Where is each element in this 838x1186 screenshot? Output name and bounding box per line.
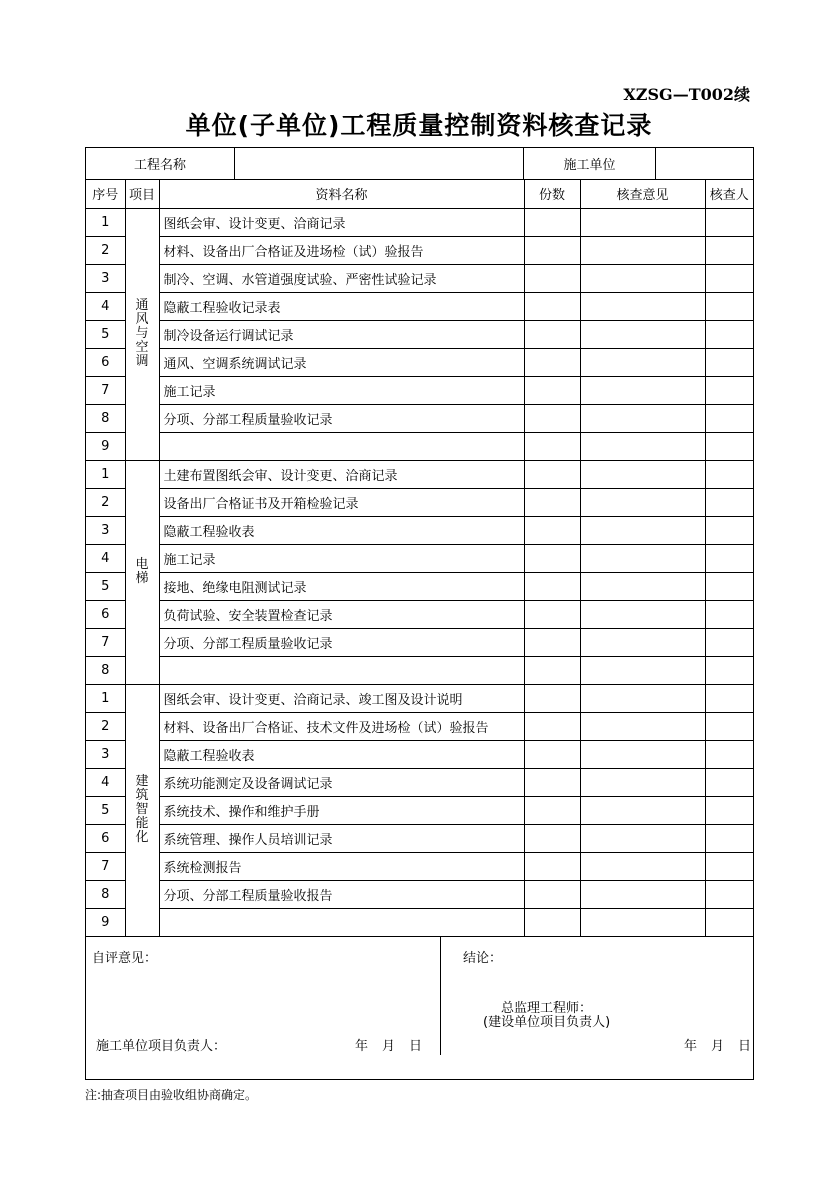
category-label: 建筑智能化	[135, 774, 149, 845]
self-evaluation-label: 自评意见：	[92, 950, 158, 966]
checker-cell[interactable]	[705, 600, 753, 628]
table-row	[86, 712, 753, 740]
construction-unit-label: 施工单位	[524, 148, 656, 179]
table-row	[86, 656, 753, 684]
checker-cell[interactable]	[705, 824, 753, 852]
copies-cell[interactable]	[524, 600, 580, 628]
table-row	[86, 432, 753, 460]
doc-name-cell	[159, 656, 524, 684]
checker-cell[interactable]	[705, 796, 753, 824]
opinion-cell[interactable]	[580, 488, 705, 516]
opinion-cell[interactable]	[580, 628, 705, 656]
checker-cell[interactable]	[705, 740, 753, 768]
year-label: 年	[683, 1038, 697, 1054]
checker-cell[interactable]	[705, 628, 753, 656]
table-row	[86, 208, 753, 236]
opinion-cell[interactable]	[580, 376, 705, 404]
table-row	[86, 292, 753, 320]
date-left	[341, 1035, 422, 1054]
table-row	[86, 768, 753, 796]
copies-cell[interactable]	[524, 572, 580, 600]
opinion-cell[interactable]	[580, 292, 705, 320]
table-row	[86, 880, 753, 908]
table-row	[86, 600, 753, 628]
opinion-header: 核查意见	[580, 180, 705, 208]
row-number: 2	[86, 236, 125, 264]
opinion-cell[interactable]	[580, 684, 705, 712]
project-name-label: 工程名称	[86, 148, 235, 179]
doc-name-cell: 土建布置图纸会审、设计变更、洽商记录	[159, 460, 524, 488]
row-number: 8	[86, 880, 125, 908]
table-row	[86, 628, 753, 656]
doc-name-cell: 分项、分部工程质量验收记录	[159, 404, 524, 432]
opinion-cell[interactable]	[580, 460, 705, 488]
day-label: 日	[737, 1038, 751, 1054]
row-number: 4	[86, 544, 125, 572]
table-row	[86, 852, 753, 880]
copies-cell[interactable]	[524, 880, 580, 908]
document-table	[86, 180, 753, 937]
copies-cell[interactable]	[524, 488, 580, 516]
checker-cell[interactable]	[705, 348, 753, 376]
opinion-cell[interactable]	[580, 516, 705, 544]
conclusion-label: 结论：	[463, 950, 503, 966]
copies-cell[interactable]	[524, 264, 580, 292]
row-number: 7	[86, 628, 125, 656]
copies-cell[interactable]	[524, 824, 580, 852]
checker-cell[interactable]	[705, 656, 753, 684]
responsible-label: 施工单位项目负责人：	[96, 1038, 227, 1054]
copies-cell[interactable]	[524, 908, 580, 936]
doc-name-cell: 系统检测报告	[159, 852, 524, 880]
copies-cell[interactable]	[524, 376, 580, 404]
opinion-cell[interactable]	[580, 880, 705, 908]
checker-cell[interactable]	[705, 880, 753, 908]
table-row	[86, 684, 753, 712]
doc-name-cell: 系统技术、操作和维护手册	[159, 796, 524, 824]
table-row	[86, 796, 753, 824]
checker-cell[interactable]	[705, 544, 753, 572]
opinion-cell[interactable]	[580, 768, 705, 796]
checker-cell[interactable]	[705, 320, 753, 348]
opinion-cell[interactable]	[580, 432, 705, 460]
checker-cell[interactable]	[705, 460, 753, 488]
category-cell	[125, 208, 159, 460]
table-row	[86, 516, 753, 544]
table-row	[86, 824, 753, 852]
opinion-cell[interactable]	[580, 348, 705, 376]
table-row	[86, 488, 753, 516]
opinion-cell[interactable]	[580, 544, 705, 572]
conclusion-cell[interactable]	[441, 937, 753, 1055]
row-number: 6	[86, 600, 125, 628]
row-number: 1	[86, 684, 125, 712]
doc-name-cell: 图纸会审、设计变更、洽商记录、竣工图及设计说明	[159, 684, 524, 712]
row-number: 5	[86, 796, 125, 824]
copies-cell[interactable]	[524, 404, 580, 432]
row-number: 4	[86, 768, 125, 796]
row-number: 7	[86, 852, 125, 880]
row-number: 9	[86, 432, 125, 460]
date-right	[670, 1035, 751, 1054]
opinion-cell[interactable]	[580, 656, 705, 684]
checker-cell[interactable]	[705, 292, 753, 320]
supervisor-sub-label: (建设单位项目负责人)	[483, 1014, 611, 1030]
row-number: 7	[86, 376, 125, 404]
doc-name-cell: 材料、设备出厂合格证、技术文件及进场检（试）验报告	[159, 712, 524, 740]
table-row	[86, 908, 753, 936]
checker-cell[interactable]	[705, 516, 753, 544]
opinion-cell[interactable]	[580, 404, 705, 432]
document-code: XZSG—T002续	[623, 85, 750, 104]
copies-cell[interactable]	[524, 432, 580, 460]
category-cell	[125, 684, 159, 936]
opinion-cell[interactable]	[580, 208, 705, 236]
checker-cell[interactable]	[705, 404, 753, 432]
project-header-row	[86, 148, 753, 180]
opinion-cell[interactable]	[580, 236, 705, 264]
opinion-cell[interactable]	[580, 264, 705, 292]
doc-name-cell: 制冷、空调、水管道强度试验、严密性试验记录	[159, 264, 524, 292]
doc-name-cell: 材料、设备出厂合格证及进场检（试）验报告	[159, 236, 524, 264]
row-number: 8	[86, 656, 125, 684]
row-number: 5	[86, 320, 125, 348]
doc-name-cell: 负荷试验、安全装置检查记录	[159, 600, 524, 628]
checker-cell[interactable]	[705, 684, 753, 712]
table-row	[86, 376, 753, 404]
self-evaluation-cell[interactable]	[86, 937, 441, 1055]
doc-name-cell: 制冷设备运行调试记录	[159, 320, 524, 348]
table-row	[86, 264, 753, 292]
copies-cell[interactable]	[524, 628, 580, 656]
row-number: 6	[86, 824, 125, 852]
copies-cell[interactable]	[524, 460, 580, 488]
row-number: 1	[86, 208, 125, 236]
opinion-cell[interactable]	[580, 824, 705, 852]
copies-cell[interactable]	[524, 740, 580, 768]
doc-name-cell	[159, 432, 524, 460]
page-title: 单位(子单位)工程质量控制资料核查记录	[185, 111, 653, 140]
category-label: 电梯	[135, 557, 149, 586]
row-number: 8	[86, 404, 125, 432]
doc-name-cell: 分项、分部工程质量验收记录	[159, 628, 524, 656]
copies-cell[interactable]	[524, 796, 580, 824]
project-name-field[interactable]	[235, 148, 524, 179]
copies-cell[interactable]	[524, 712, 580, 740]
copies-cell[interactable]	[524, 236, 580, 264]
copies-cell[interactable]	[524, 656, 580, 684]
doc-name-cell	[159, 908, 524, 936]
opinion-cell[interactable]	[580, 740, 705, 768]
footnote: 注:抽查项目由验收组协商确定。	[85, 1088, 258, 1102]
doc-name-cell: 接地、绝缘电阻测试记录	[159, 572, 524, 600]
table-row	[86, 404, 753, 432]
opinion-cell[interactable]	[580, 796, 705, 824]
checker-cell[interactable]	[705, 432, 753, 460]
opinion-cell[interactable]	[580, 600, 705, 628]
copies-cell[interactable]	[524, 320, 580, 348]
doc-name-cell: 施工记录	[159, 376, 524, 404]
year-label: 年	[354, 1038, 368, 1054]
category-label: 通风与空调	[135, 298, 149, 369]
row-number: 1	[86, 460, 125, 488]
doc-name-cell: 隐蔽工程验收记录表	[159, 292, 524, 320]
copies-cell[interactable]	[524, 208, 580, 236]
checker-cell[interactable]	[705, 768, 753, 796]
doc-name-cell: 系统管理、操作人员培训记录	[159, 824, 524, 852]
item-header: 项目	[125, 180, 159, 208]
copies-cell[interactable]	[524, 348, 580, 376]
copies-cell[interactable]	[524, 544, 580, 572]
checker-cell[interactable]	[705, 208, 753, 236]
row-number: 5	[86, 572, 125, 600]
column-header-row	[86, 180, 753, 208]
checker-cell[interactable]	[705, 852, 753, 880]
checker-cell[interactable]	[705, 236, 753, 264]
copies-cell[interactable]	[524, 684, 580, 712]
row-number: 4	[86, 292, 125, 320]
checker-cell[interactable]	[705, 572, 753, 600]
signature-area	[86, 937, 753, 1055]
opinion-cell[interactable]	[580, 852, 705, 880]
checker-cell[interactable]	[705, 908, 753, 936]
table-row	[86, 740, 753, 768]
checker-cell[interactable]	[705, 712, 753, 740]
seq-header: 序号	[86, 180, 125, 208]
copies-cell[interactable]	[524, 852, 580, 880]
opinion-cell[interactable]	[580, 572, 705, 600]
table-row	[86, 348, 753, 376]
checker-cell[interactable]	[705, 376, 753, 404]
row-number: 3	[86, 516, 125, 544]
row-number: 6	[86, 348, 125, 376]
row-number: 2	[86, 488, 125, 516]
opinion-cell[interactable]	[580, 712, 705, 740]
doc-name-cell: 分项、分部工程质量验收报告	[159, 880, 524, 908]
supervisor-label: 总监理工程师：	[501, 1000, 593, 1016]
construction-unit-field[interactable]	[656, 148, 755, 179]
month-label: 月	[381, 1038, 395, 1054]
record-form	[85, 147, 754, 1080]
copies-cell[interactable]	[524, 768, 580, 796]
row-number: 2	[86, 712, 125, 740]
doc-name-cell: 隐蔽工程验收表	[159, 740, 524, 768]
opinion-cell[interactable]	[580, 908, 705, 936]
doc-name-cell: 施工记录	[159, 544, 524, 572]
table-row	[86, 236, 753, 264]
table-row	[86, 460, 753, 488]
table-row	[86, 544, 753, 572]
doc-name-cell: 系统功能测定及设备调试记录	[159, 768, 524, 796]
doc-name-header: 资料名称	[159, 180, 524, 208]
copies-cell[interactable]	[524, 292, 580, 320]
row-number: 3	[86, 740, 125, 768]
row-number: 3	[86, 264, 125, 292]
day-label: 日	[408, 1038, 422, 1054]
checker-cell[interactable]	[705, 264, 753, 292]
doc-name-cell: 图纸会审、设计变更、洽商记录	[159, 208, 524, 236]
copies-cell[interactable]	[524, 516, 580, 544]
table-row	[86, 572, 753, 600]
checker-cell[interactable]	[705, 488, 753, 516]
category-cell	[125, 460, 159, 684]
table-row	[86, 320, 753, 348]
opinion-cell[interactable]	[580, 320, 705, 348]
row-number: 9	[86, 908, 125, 936]
doc-name-cell: 隐蔽工程验收表	[159, 516, 524, 544]
doc-name-cell: 通风、空调系统调试记录	[159, 348, 524, 376]
copies-header: 份数	[524, 180, 580, 208]
month-label: 月	[710, 1038, 724, 1054]
doc-name-cell: 设备出厂合格证书及开箱检验记录	[159, 488, 524, 516]
checker-header: 核查人	[705, 180, 753, 208]
